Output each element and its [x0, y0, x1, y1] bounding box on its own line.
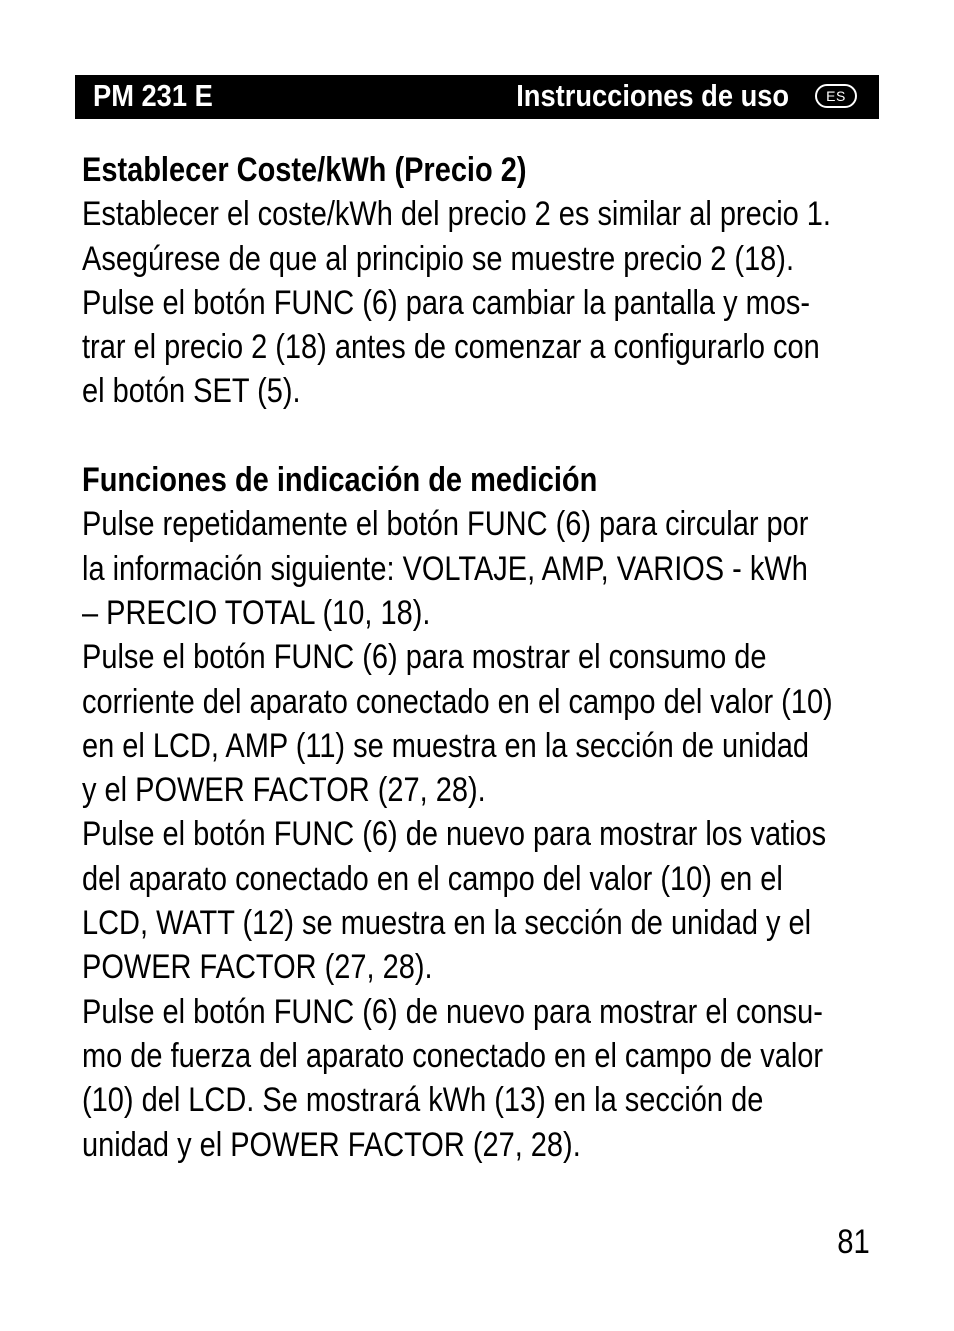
paragraph-line: trar el precio 2 (18) antes de comenzar a configurarlo con [82, 328, 820, 367]
paragraph-line: (10) del LCD. Se mostrará kWh (13) en la sección de [82, 1081, 764, 1120]
model-name: PM 231 E [93, 78, 213, 113]
paragraph-line: corriente del aparato conectado en el campo del valor (10) [82, 682, 833, 721]
paragraph-line: Pulse el botón FUNC (6) de nuevo para mostrar el consu- [82, 992, 823, 1031]
paragraph-line: y el POWER FACTOR (27, 28). [82, 771, 486, 810]
paragraph-line: mo de fuerza del aparato conectado en el campo de valor [82, 1036, 824, 1075]
paragraph-line: del aparato conectado en el campo del valor (10) en el [82, 859, 783, 898]
paragraph-line: Pulse repetidamente el botón FUNC (6) para circular por [82, 505, 809, 544]
paragraph-line: Pulse el botón FUNC (6) para cambiar la pantalla y mos- [82, 283, 811, 322]
paragraph-line: Establecer el coste/kWh del precio 2 es similar al precio 1. [82, 195, 831, 234]
section-heading-funciones: Funciones de indicación de medición [82, 461, 598, 500]
paragraph-line: unidad y el POWER FACTOR (27, 28). [82, 1125, 581, 1164]
paragraph-line: Asegúrese de que al principio se muestre precio 2 (18). [82, 239, 795, 278]
paragraph-line: en el LCD, AMP (11) se muestra en la sección de unidad [82, 726, 810, 765]
section-heading-precio-2: Establecer Coste/kWh (Precio 2) [82, 151, 527, 189]
page-number: 81 [837, 1223, 870, 1261]
paragraph-line: LCD, WATT (12) se muestra en la sección de unidad y el [82, 904, 812, 943]
paragraph-line: – PRECIO TOTAL (10, 18). [82, 593, 431, 632]
paragraph-line: la información siguiente: VOLTAJE, AMP, VARIOS - kWh [82, 549, 808, 588]
paragraph-line: POWER FACTOR (27, 28). [82, 948, 433, 987]
document-title: Instrucciones de uso [516, 78, 789, 113]
page-content [82, 148, 880, 1167]
section-gap [82, 414, 880, 458]
paragraph-line: el botón SET (5). [82, 372, 301, 411]
paragraph-line: Pulse el botón FUNC (6) de nuevo para mostrar los vatios [82, 815, 827, 854]
language-badge: ES [815, 84, 857, 108]
paragraph-line: Pulse el botón FUNC (6) para mostrar el consumo de [82, 638, 767, 677]
header-bar [75, 75, 879, 119]
